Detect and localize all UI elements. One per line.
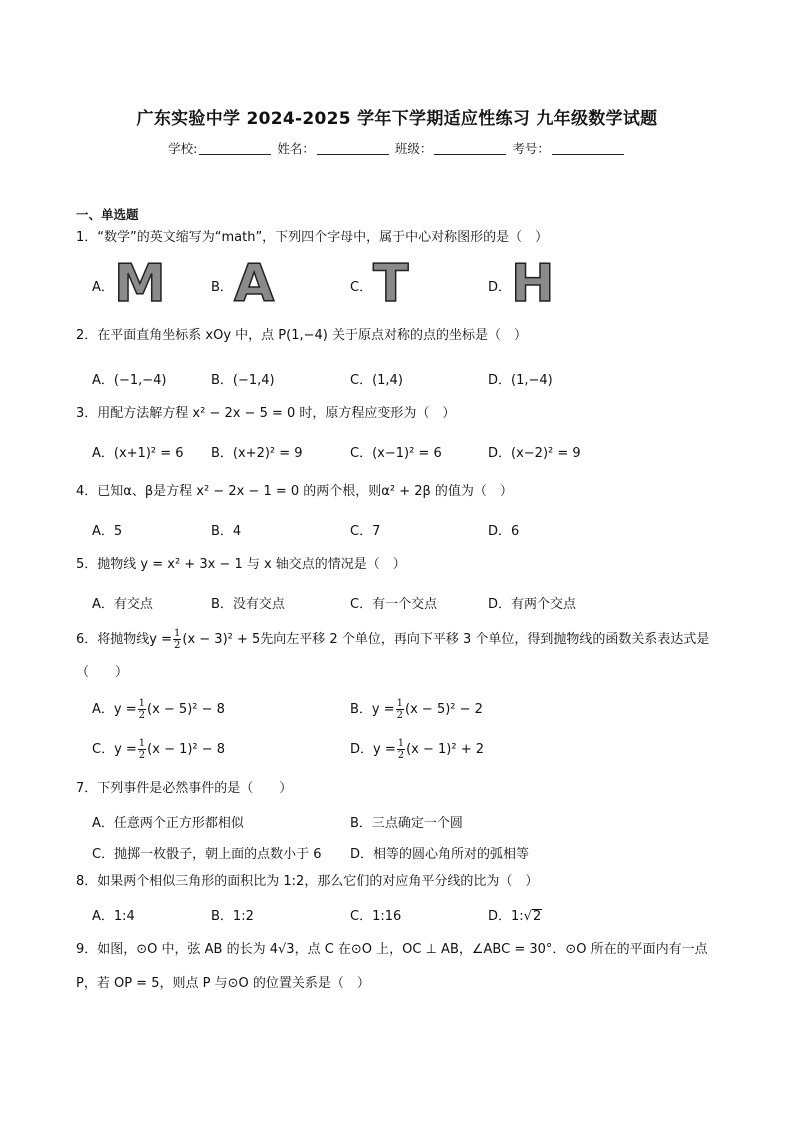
q6-stem-start: 6．将抛物线y = [76, 632, 172, 647]
q6-frac-denominator: 2 [174, 640, 181, 651]
q6-d-den: 2 [397, 750, 405, 761]
question-7-stem: 7．下列事件是必然事件的是（ ） [76, 781, 293, 796]
q6-stem-rest: (x − 3)² + 5先向左平移 2 个单位，再向下平移 3 个单位，得到抛物线的函数关系表达式是 [182, 632, 710, 647]
q1-letter-h-image: H [511, 254, 555, 314]
q6-option-b [350, 698, 483, 721]
q3-option-b: B．(x+2)² = 9 [211, 446, 303, 461]
q6-option-c [92, 738, 225, 761]
q5-option-d: D．有两个交点 [488, 597, 577, 612]
question-3-stem: 3．用配方法解方程 x² − 2x − 5 = 0 时，原方程应变形为（ ） [76, 406, 456, 421]
name-blank[interactable] [317, 142, 389, 155]
question-9-line-1: 9．如图，⊙O 中，弦 AB 的长为 4√3，点 C 在⊙O 上，OC ⊥ AB，∠ABC = 30°．⊙O 所在的平面内有一点 [76, 942, 708, 957]
q6-d-fraction [397, 738, 405, 761]
q6-c-rest: (x − 1)² − 8 [147, 742, 226, 757]
q3-option-c: C．(x−1)² = 6 [350, 446, 442, 461]
question-6-paren: （ ） [76, 665, 129, 680]
q2-option-d: D．(1,−4) [488, 373, 553, 388]
question-9-line-2: P，若 OP = 5，则点 P 与⊙O 的位置关系是（ ） [76, 976, 370, 991]
school-blank[interactable] [199, 142, 271, 155]
q8-option-c: C．1:16 [350, 909, 402, 924]
q4-option-c: C．7 [350, 524, 381, 539]
q8-d-radicand: 2 [532, 909, 542, 924]
q6-b-den: 2 [396, 710, 404, 721]
q1-letter-t-image: T [373, 254, 409, 314]
exam-no-label: 考号： [512, 141, 550, 156]
question-1-stem: 1．“数学”的英文缩写为“math”，下列四个字母中，属于中心对称图形的是（ ） [76, 230, 549, 245]
class-label: 班级： [394, 141, 433, 156]
q4-option-d: D．6 [488, 524, 520, 539]
q6-option-d [350, 738, 484, 761]
q7-option-c: C．抛掷一枚骰子，朝上面的点数小于 6 [92, 847, 322, 862]
q6-c-den: 2 [138, 750, 146, 761]
section-heading: 一、单选题 [76, 207, 139, 222]
name-label: 姓名： [277, 141, 315, 156]
q1-option-b-label: B． [211, 280, 233, 295]
q1-option-c-label: C． [350, 280, 373, 295]
q6-b-prefix: B．y = [350, 702, 395, 717]
question-5-stem: 5．抛物线 y = x² + 3x − 1 与 x 轴交点的情况是（ ） [76, 557, 406, 572]
student-info-line [0, 139, 794, 157]
q8-d-prefix: D．1: [488, 909, 524, 924]
q6-option-a [92, 698, 225, 721]
q2-option-a: A．(−1,−4) [92, 373, 167, 388]
q6-d-rest: (x − 1)² + 2 [406, 742, 485, 757]
q6-a-den: 2 [138, 710, 145, 721]
q7-option-d: D．相等的圆心角所对的弧相等 [350, 847, 530, 862]
q6-c-num: 1 [138, 738, 146, 749]
q1-option-a-label: A． [92, 280, 114, 295]
q3-option-a: A．(x+1)² = 6 [92, 446, 184, 461]
q6-c-fraction [138, 738, 146, 761]
q8-option-a: A．1:4 [92, 909, 135, 924]
class-blank[interactable] [434, 142, 506, 155]
q6-a-num: 1 [138, 698, 145, 709]
q6-a-prefix: A．y = [92, 702, 137, 717]
q4-option-b: B．4 [211, 524, 242, 539]
question-6-stem [76, 628, 726, 651]
q2-option-c: C．(1,4) [350, 373, 403, 388]
q1-letter-m-image: M [114, 254, 166, 314]
q2-option-b: B．(−1,4) [211, 373, 275, 388]
q6-b-fraction [396, 698, 404, 721]
q3-option-d: D．(x−2)² = 9 [488, 446, 581, 461]
q6-b-rest: (x − 5)² − 2 [405, 702, 483, 717]
sqrt-icon: √ [523, 909, 532, 924]
q6-a-rest: (x − 5)² − 8 [147, 702, 225, 717]
q6-d-num: 1 [397, 738, 405, 749]
question-4-stem: 4．已知α、β是方程 x² − 2x − 1 = 0 的两个根，则α² + 2β 的值为（ ） [76, 484, 513, 499]
exam-no-blank[interactable] [552, 142, 624, 155]
q5-option-a: A．有交点 [92, 597, 153, 612]
q1-option-d-label: D． [488, 280, 512, 295]
q7-option-a: A．任意两个正方形都相似 [92, 816, 244, 831]
q1-letter-a-image: A [234, 254, 275, 314]
question-8-stem: 8．如果两个相似三角形的面积比为 1:2，那么它们的对应角平分线的比为（ ） [76, 874, 539, 889]
page-title: 广东实验中学 2024-2025 学年下学期适应性练习 九年级数学试题 [136, 109, 658, 129]
q6-a-fraction [138, 698, 146, 721]
q5-option-b: B．没有交点 [211, 597, 285, 612]
school-label: 学校: [168, 141, 198, 156]
q6-b-num: 1 [396, 698, 404, 709]
q7-option-b: B．三点确定一个圆 [350, 816, 463, 831]
q4-option-a: A．5 [92, 524, 123, 539]
question-2-stem: 2．在平面直角坐标系 xOy 中，点 P(1,−4) 关于原点对称的点的坐标是（ ） [76, 328, 527, 343]
q6-fraction [173, 628, 181, 651]
q8-option-b: B．1:2 [211, 909, 254, 924]
q6-d-prefix: D．y = [350, 742, 396, 757]
q5-option-c: C．有一个交点 [350, 597, 438, 612]
q8-option-d [488, 905, 542, 924]
q6-frac-numerator: 1 [174, 628, 181, 639]
q6-c-prefix: C．y = [92, 742, 137, 757]
